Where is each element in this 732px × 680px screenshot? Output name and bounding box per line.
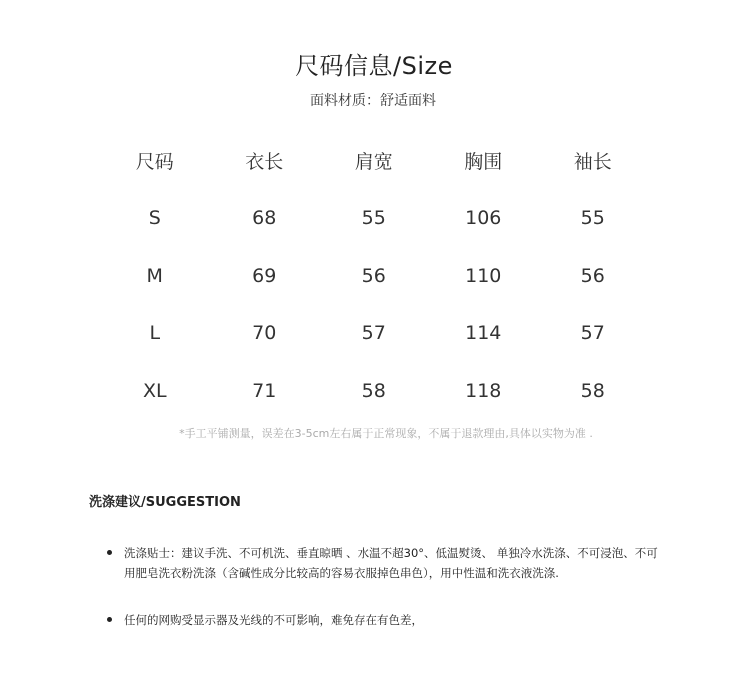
- table-cell: 106: [465, 207, 502, 230]
- table-cell: 70: [252, 322, 277, 345]
- table-cell: XL: [142, 379, 167, 402]
- table-cell: 58: [580, 379, 605, 402]
- page-title: 尺码信息/Size: [295, 52, 453, 80]
- size-table: [100, 132, 648, 420]
- table-row: [100, 190, 648, 248]
- table-row: [100, 362, 648, 420]
- table-cell: S: [148, 207, 161, 230]
- table-cell: 68: [252, 207, 277, 230]
- table-cell: 69: [252, 264, 277, 287]
- table-cell: 55: [361, 207, 386, 230]
- column-header-sleeve: 袖长: [573, 151, 612, 174]
- table-cell: 58: [361, 379, 386, 402]
- table-row: [100, 305, 648, 363]
- table-row: [100, 247, 648, 305]
- table-cell: 55: [580, 207, 605, 230]
- fabric-material-subtitle: 面料材质：舒适面料: [310, 93, 436, 109]
- table-cell: 71: [252, 379, 277, 402]
- table-cell: M: [146, 264, 163, 287]
- column-header-chest: 胸围: [464, 151, 503, 174]
- washing-tips-text: 洗涤贴士：建议手洗、不可机洗、垂直晾晒 、水温不超30°、低温熨烫、 单独冷水洗涤、不可浸泡、不可用肥皂洗衣粉洗涤（含碱性成分比较高的容易衣服掉色串色），用中性温和洗衣液洗涤.: [124, 546, 658, 580]
- table-cell: 57: [361, 322, 386, 345]
- color-difference-text: 任何的网购受显示器及光线的不可影响，难免存在有色差，: [124, 613, 423, 627]
- bullet-icon: [107, 550, 112, 555]
- suggestion-title: 洗涤建议/SUGGESTION: [89, 495, 241, 510]
- table-cell: 57: [580, 322, 605, 345]
- table-cell: 110: [465, 264, 502, 287]
- table-cell: 118: [465, 379, 502, 402]
- table-cell: 114: [465, 322, 502, 345]
- table-cell: 56: [580, 264, 605, 287]
- column-header-size: 尺码: [135, 151, 174, 174]
- measurement-note: *手工平铺测量，误差在3-5cm左右属于正常现象，不属于退款理由,具体以实物为准 .: [179, 427, 593, 440]
- column-header-shoulder: 肩宽: [354, 151, 393, 174]
- column-header-length: 衣长: [245, 151, 284, 174]
- bullet-icon: [107, 617, 112, 622]
- table-header-row: [100, 132, 648, 190]
- table-cell: 56: [361, 264, 386, 287]
- list-item: [107, 543, 667, 583]
- list-item: [107, 610, 667, 630]
- table-cell: L: [149, 322, 161, 345]
